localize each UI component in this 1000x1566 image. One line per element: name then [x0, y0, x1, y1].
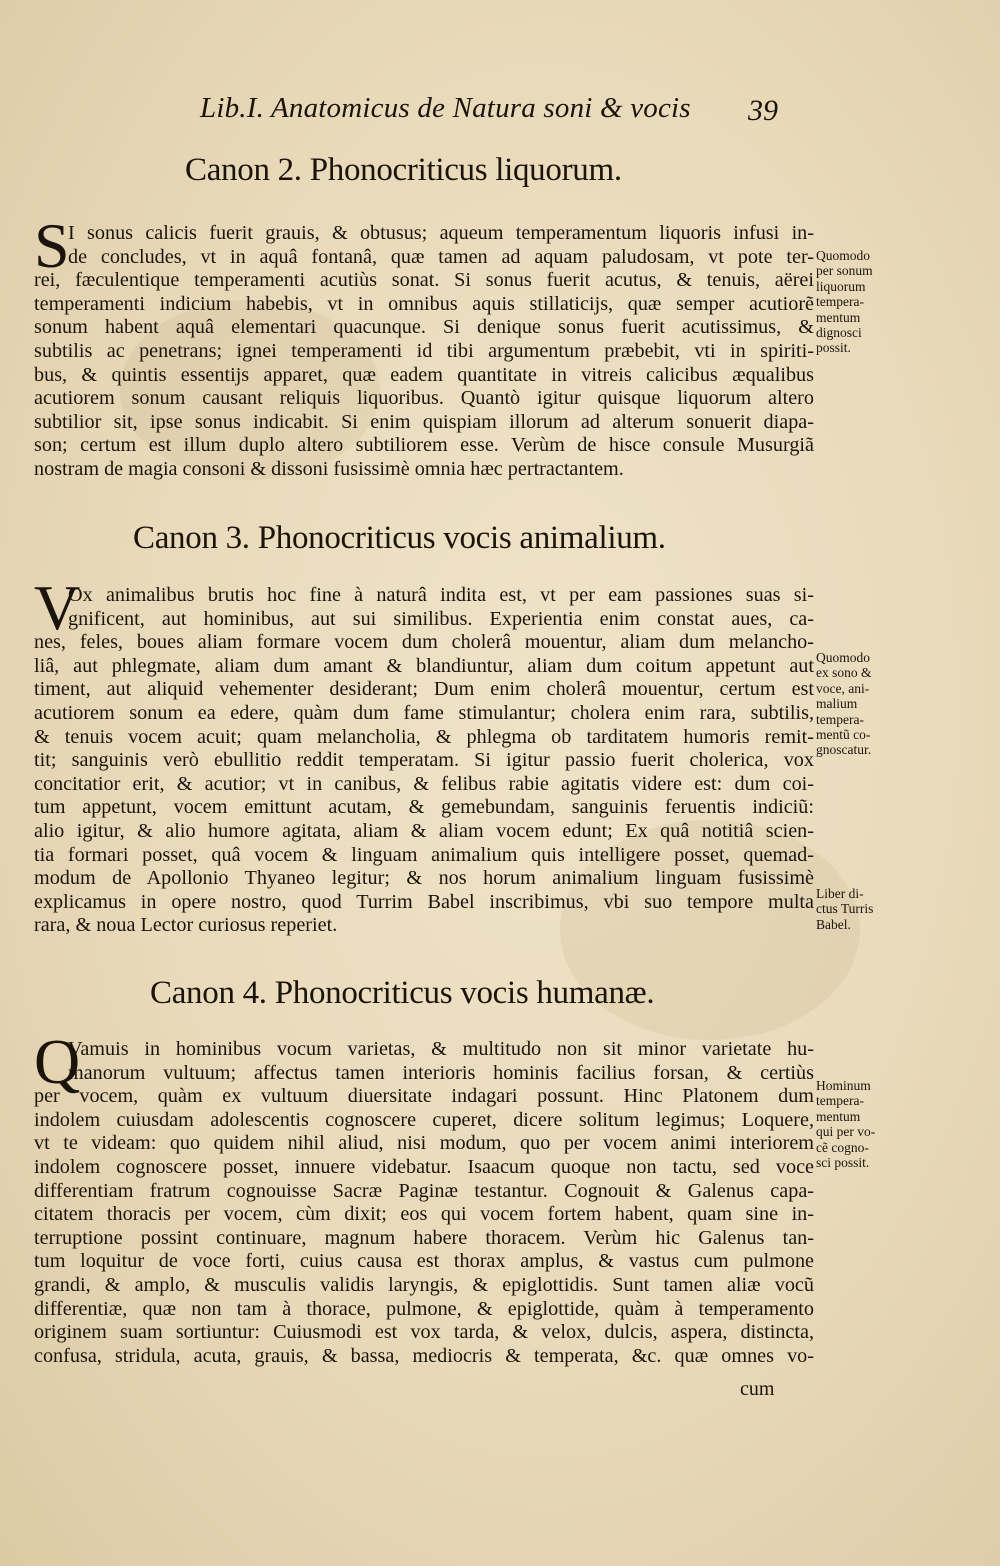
text-line: Vamuis in hominibus vocum varietas, & multitudo non sit minor varietate hu-: [68, 1038, 814, 1060]
text-line: I sonus calicis fuerit grauis, & obtusus; aqueum temperamentum liquoris infusi in-: [68, 222, 814, 244]
section-body: [34, 210, 814, 482]
text-line: temperamenti indicium habebis, vt in omnibus aquis stillaticijs, quæ semper acutiorẽ: [34, 292, 814, 315]
drop-cap: Q: [34, 1026, 81, 1097]
text-line: son; certum est illum duplo altero subtiliorem esse. Verùm de hisce consule Musurgiã: [34, 434, 814, 457]
catchword: cum: [740, 1378, 775, 1400]
page-number: 39: [748, 94, 778, 127]
text-line: confusa, stridula, acuta, grauis, & bassa, mediocris & temperata, &c. quæ omnes vo-: [34, 1344, 814, 1367]
text-line: originem suam sortiuntur: Cuiusmodi est vox tarda, & velox, dulcis, aspera, distincta,: [34, 1321, 814, 1344]
text-line: differentiæ, quæ non tam à thorace, pulmone, & epiglottide, quàm à temperamento: [34, 1297, 814, 1320]
margin-note: Quomodo per sonum liquorum tempera- mentum dignosci possit.: [816, 248, 873, 356]
text-line: timent, aut aliquid vehementer desiderant; Dum enim cholerâ mouentur, certum est: [34, 678, 814, 701]
text-line: gnificent, aut hominibus, aut sui similibus. Experientia enim constat aues, ca-: [68, 607, 814, 630]
text-line: tit; sanguinis verò ebullitio reddit temperatam. Si igitur passio fuerit cholerica, vox: [34, 749, 814, 772]
drop-cap: V: [34, 572, 81, 643]
section-body: [34, 572, 814, 938]
margin-note: Hominum tempera- mentum qui per vo- cẽ cogno- sci possit.: [816, 1078, 876, 1171]
text-line: tum appetunt, vocem emittunt acutam, & gemebundam, sanguinis feruentis indiciũ:: [34, 796, 814, 819]
text-line: tum loquitur de voce forti, cuius causa est thorax amplus, & vastus cum pulmone: [34, 1250, 814, 1273]
text-line: differentiam fratrum cognouisse Sacræ Paginæ testantur. Cognouit & Galenus capa-: [34, 1179, 814, 1202]
text-line: indolem cognoscere posset, innuere videbatur. Isaacum quoque non tactu, sed voce: [34, 1155, 814, 1178]
text-line: nostram de magia consoni & dissoni fusissimè omnia hæc pertractantem.: [34, 457, 624, 480]
text-line: liâ, aut phlegmate, aliam dum amant & blandiuntur, aliam dum coitum appetunt aut: [34, 654, 814, 677]
text-line: vt te videam: quo quidem nihil aliud, nisi modum, quo per vocem animi interiorem: [34, 1132, 814, 1155]
section-heading: Canon 2. Phonocriticus liquorum.: [185, 152, 622, 188]
text-line: rara, & noua Lector curiosus reperiet.: [34, 914, 338, 937]
text-line: tia formari posset, quâ vocem & linguam animalium quis intelligere posset, quemad-: [34, 843, 814, 866]
text-line: grandi, & amplo, & musculis validis laryngis, & epiglottidis. Sunt tamen aliæ vocũ: [34, 1273, 814, 1296]
text-line: manorum vultuum; affectus tamen interioris hominis facilius forsan, & certiùs: [68, 1061, 814, 1084]
running-head: [200, 92, 800, 132]
margin-note: Quomodo ex sono & voce, ani- malium tempera- mentũ co- gnoscatur.: [816, 650, 872, 758]
text-line: modum de Apollonio Thyaneo legitur; & nos horum animalium linguam fusissimè: [34, 867, 814, 890]
text-line: per vocem, quàm ex vultuum diuersitate indagari possunt. Hinc Platonem dum: [34, 1085, 814, 1108]
text-line: indolem cuiusdam adolescentis cognoscere cuperet, dicere solitum legimus; Loquere,: [34, 1108, 814, 1131]
running-title: Lib.I. Anatomicus de Natura soni & vocis: [200, 92, 691, 124]
section-heading: Canon 4. Phonocriticus vocis humanæ.: [150, 975, 655, 1011]
text-line: de concludes, vt in aquâ fontanâ, quæ tamen ad aquam paludosam, vt pote ter-: [68, 245, 814, 268]
section-heading: Canon 3. Phonocriticus vocis animalium.: [133, 520, 666, 556]
text-line: & tenuis vocem acuit; quam melancholia, & phlegma ob tarditatem humoris remit-: [34, 725, 814, 748]
text-line: subtilis ac penetrans; ignei temperamenti id tibi argumentum præbebit, vti in spiriti-: [34, 339, 814, 362]
drop-cap: S: [34, 210, 70, 281]
text-line: explicamus in opere nostro, quod Turrim Babel inscribimus, vbi suo tempore multa: [34, 890, 814, 913]
text-line: Ox animalibus brutis hoc fine à naturâ indita est, vt per eam passiones suas si-: [68, 584, 814, 606]
text-line: bus, & quintis essentijs apparet, quæ eadem quantitate in vitreis calicibus æqualibus: [34, 363, 814, 386]
text-line: nes, feles, boues aliam formare vocem dum cholerâ mouentur, aliam dum melancho-: [34, 631, 814, 654]
text-line: concitatior erit, & acutior; vt in canibus, & felibus rabie agitatis videre est: dum coi-: [34, 772, 814, 795]
text-line: sonum habent aquâ elementari quacunque. Si denique sonus fuerit acutissimus, &: [34, 316, 814, 339]
text-line: acutiorem sonum ea edere, quàm dum fame stimulantur; cholera enim rara, subtilis,: [34, 701, 814, 724]
text-line: rei, fæculentique temperamenti acutiùs sonat. Si sonus fuerit acutus, & tenuis, aërei: [34, 269, 814, 292]
text-line: alio igitur, & alio humore agitata, aliam & aliam vocem edunt; Ex quâ notitiâ scien-: [34, 819, 814, 842]
section-body: [34, 1026, 814, 1368]
text-line: acutiorem sonum causant reliquis liquoribus. Quantò igitur quisque liquorum altero: [34, 387, 814, 410]
text-line: subtilior sit, ipse sonus indicabit. Si enim quispiam illorum ad alterum sonuerit diapa-: [34, 410, 814, 433]
margin-note: Liber di- ctus Turris Babel.: [816, 886, 874, 932]
text-line: terruptione possint continuare, magnum habere thoracem. Verùm hic Galenus tan-: [34, 1226, 814, 1249]
text-line: citatem thoracis per vocem, cùm dixit; eos qui vocem fortem habent, quam sine in-: [34, 1203, 814, 1226]
